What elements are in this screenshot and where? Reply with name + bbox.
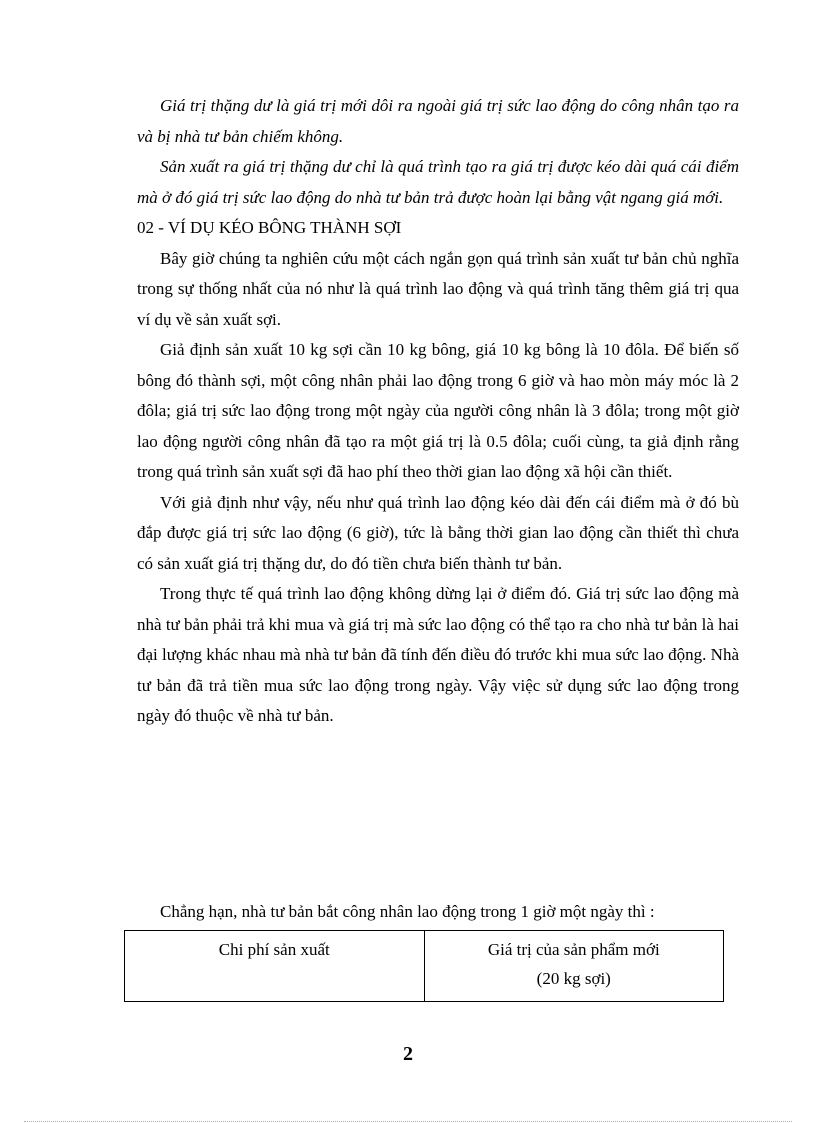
body-paragraph-1: Bây giờ chúng ta nghiên cứu một cách ngắn gọn quá trình sản xuất tư bản chủ nghĩa trong sự thống nhất của nó như là quá trình lao động và quá trình tăng thêm giá trị qua ví dụ về sản xuất sợi. <box>137 248 739 329</box>
table-cell-new-product-value <box>424 931 724 1002</box>
main-text <box>137 91 739 732</box>
new-product-value-header: Giá trị của sản phẩm mới <box>487 940 660 959</box>
body-paragraph-4: Trong thực tế quá trình lao động không dừng lại ở điểm đó. Giá trị sức lao động mà nhà tư bản phải trả khi mua và giá trị mà sức lao động có thể tạo ra cho nhà tư bản là hai đại lượng khác nhau mà nhà tư bản đã tính đến điều đó trước khi mua sức lao động. Nhà tư bản đã trả tiền mua sức lao động trong ngày. Vậy việc sử dụng sức lao động trong ngày đó thuộc về nhà tư bản. <box>137 584 739 725</box>
table-row <box>125 931 724 1002</box>
section-heading: 02 - VÍ DỤ KÉO BÔNG THÀNH SỢI <box>137 218 402 237</box>
table-cell-production-cost <box>125 931 425 1002</box>
body-paragraph-2: Giả định sản xuất 10 kg sợi cần 10 kg bông, giá 10 kg bông là 10 đôla. Để biến số bông đó thành sợi, một công nhân phải lao động trong 6 giờ và hao mòn máy móc là 2 đôla; giá trị sức lao động trong một ngày của người công nhân là 3 đôla; trong một giờ lao động người công nhân đã tạo ra một giá trị là 0.5 đôla; cuối cùng, ta giả định rằng trong quá trình sản xuất sợi đã hao phí theo thời gian lao động xã hội cần thiết. <box>137 340 739 481</box>
italic-paragraph-2: Sản xuất ra giá trị thặng dư chỉ là quá trình tạo ra giá trị được kéo dài quá cái điểm mà ở đó giá trị sức lao động do nhà tư bản trả được hoàn lại bằng vật ngang giá mới. <box>137 157 739 207</box>
cost-table <box>124 930 724 1002</box>
production-cost-header: Chi phí sản xuất <box>218 940 330 959</box>
page-number: 2 <box>403 1043 413 1065</box>
page-bottom-divider <box>24 1121 792 1122</box>
new-product-quantity: (20 kg sợi) <box>536 969 611 988</box>
body-paragraph-3: Với giả định như vậy, nếu như quá trình lao động kéo dài đến cái điểm mà ở đó bù đắp được giá trị sức lao động (6 giờ), tức là bằng thời gian lao động cần thiết thì chưa có sản xuất giá trị thặng dư, do đó tiền chưa biến thành tư bản. <box>137 492 739 573</box>
italic-paragraph-1: Giá trị thặng dư là giá trị mới dôi ra ngoài giá trị sức lao động do công nhân tạo ra và bị nhà tư bản chiếm không. <box>137 96 739 146</box>
table-intro: Chẳng hạn, nhà tư bản bắt công nhân lao động trong 1 giờ một ngày thì : <box>160 902 655 921</box>
